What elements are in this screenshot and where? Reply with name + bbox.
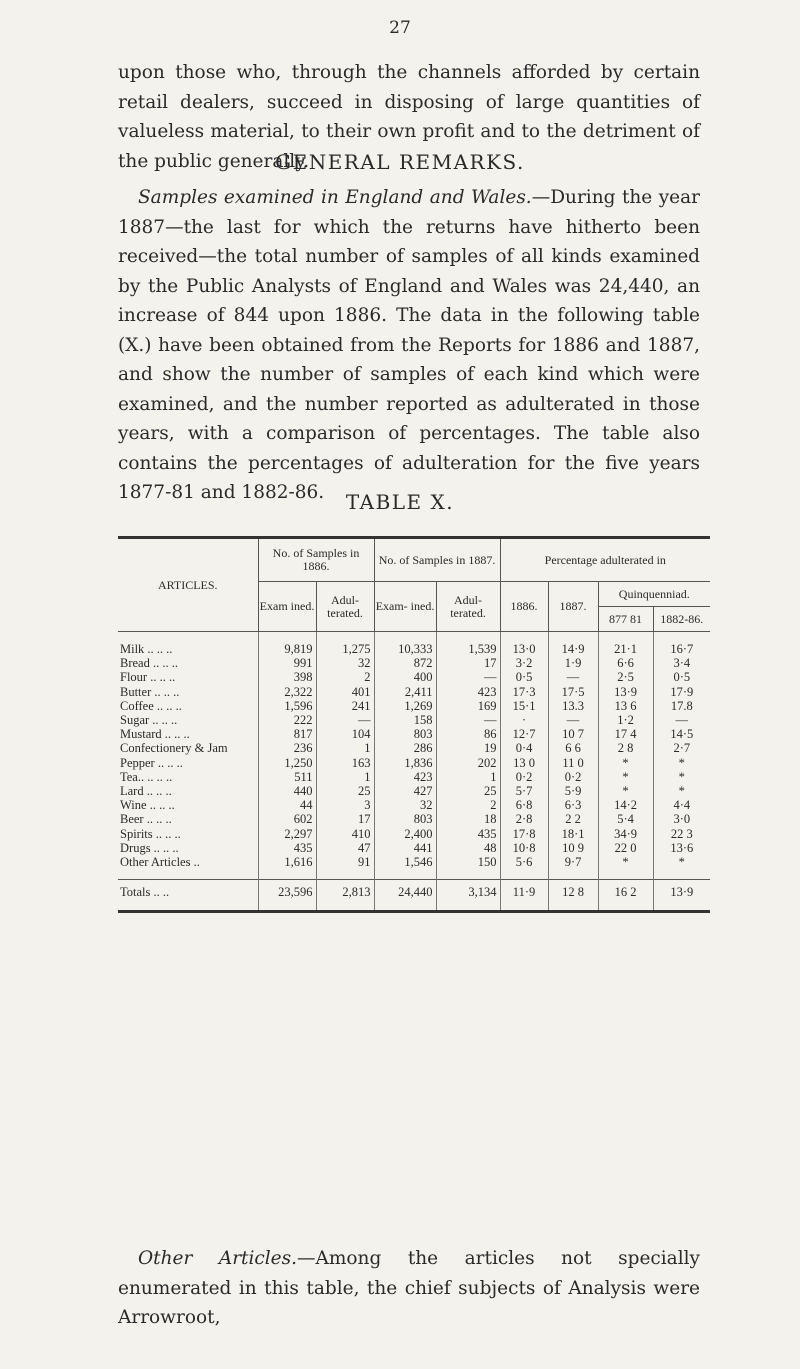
- table-row: [118, 827, 710, 841]
- cell-p87: —: [548, 713, 598, 727]
- cell-article: Butter .. .. ..: [120, 684, 180, 699]
- cell-article: Wine .. .. ..: [120, 798, 175, 813]
- header-examined-1887: Exam- ined.: [374, 582, 436, 632]
- table-row: [118, 727, 710, 741]
- cell-p87: 18·1: [548, 827, 598, 841]
- cell-article: Other Articles ..: [120, 855, 200, 870]
- cell-q2: 4·4: [653, 798, 710, 812]
- cell-ad87: 19: [436, 741, 500, 755]
- cell-q1: 13·9: [598, 685, 653, 699]
- cell-p87: —: [548, 670, 598, 684]
- cell-ad87: 18: [436, 812, 500, 826]
- bottom-paragraph: [118, 1244, 700, 1333]
- cell-p87: 6·3: [548, 798, 598, 812]
- cell-q2: 17.8: [653, 699, 710, 713]
- cell-article: Pepper .. .. ..: [120, 755, 183, 770]
- cell-q1: 2·5: [598, 670, 653, 684]
- table-row: [118, 741, 710, 755]
- cell-p86: 2·8: [500, 812, 548, 826]
- cell-ad87: 17: [436, 656, 500, 670]
- cell-p86: ·: [500, 713, 548, 727]
- page-number: 27: [389, 18, 411, 38]
- cell-ex87: 286: [374, 741, 436, 755]
- cell-p86: 6·8: [500, 798, 548, 812]
- cell-p86: 10·8: [500, 841, 548, 855]
- cell-p87: 2 2: [548, 812, 598, 826]
- cell-p87: 9·7: [548, 855, 598, 869]
- cell-q2: *: [653, 855, 710, 869]
- cell-ex86: 1,250: [258, 756, 316, 770]
- cell-q2: *: [653, 770, 710, 784]
- cell-ex86: 2,322: [258, 685, 316, 699]
- bottom-lead: Other Articles.: [138, 1248, 297, 1269]
- cell-ad87: 3,134: [436, 880, 500, 911]
- header-q2: 1882-86.: [653, 607, 710, 632]
- cell-ex86: 23,596: [258, 880, 316, 911]
- cell-p86: 5·7: [500, 784, 548, 798]
- table-row: [118, 685, 710, 699]
- cell-ex86: 2,297: [258, 827, 316, 841]
- table-title: TABLE X.: [345, 490, 455, 514]
- cell-ex87: 10,333: [374, 642, 436, 656]
- table-row: [118, 770, 710, 784]
- cell-q1: *: [598, 756, 653, 770]
- cell-ex87: 803: [374, 812, 436, 826]
- cell-ex87: 32: [374, 798, 436, 812]
- table-row: [118, 670, 710, 684]
- table-row: [118, 713, 710, 727]
- header-adulterated-1887: Adul- terated.: [436, 582, 500, 632]
- cell-q2: 2·7: [653, 741, 710, 755]
- cell-ex87: 441: [374, 841, 436, 855]
- cell-ex86: 398: [258, 670, 316, 684]
- cell-q2: 13·9: [653, 880, 710, 911]
- cell-article: Bread .. .. ..: [120, 656, 178, 671]
- cell-article: Mustard .. .. ..: [120, 727, 190, 742]
- cell-q2: 13·6: [653, 841, 710, 855]
- cell-article: Drugs .. .. ..: [120, 840, 179, 855]
- cell-ex87: 1,269: [374, 699, 436, 713]
- cell-article: Flour .. .. ..: [120, 670, 176, 685]
- cell-p87: 1·9: [548, 656, 598, 670]
- cell-q1: 1·2: [598, 713, 653, 727]
- table-row: [118, 841, 710, 855]
- cell-q1: *: [598, 784, 653, 798]
- cell-ad86: —: [316, 713, 374, 727]
- cell-p86: 0·5: [500, 670, 548, 684]
- cell-ex86: 222: [258, 713, 316, 727]
- cell-q2: 0·5: [653, 670, 710, 684]
- cell-ex86: 1,616: [258, 855, 316, 869]
- cell-p86: 5·6: [500, 855, 548, 869]
- cell-q1: 5·4: [598, 812, 653, 826]
- table-row: [118, 642, 710, 656]
- cell-ad86: 163: [316, 756, 374, 770]
- cell-q1: 34·9: [598, 827, 653, 841]
- cell-p87: 10 7: [548, 727, 598, 741]
- cell-q2: *: [653, 784, 710, 798]
- cell-p86: 11·9: [500, 880, 548, 911]
- cell-ex87: 158: [374, 713, 436, 727]
- cell-q1: 21·1: [598, 642, 653, 656]
- table-row: [118, 855, 710, 869]
- header-adulterated-1886: Adul- terated.: [316, 582, 374, 632]
- cell-ex86: 817: [258, 727, 316, 741]
- cell-ex86: 602: [258, 812, 316, 826]
- header-percentage: Percentage adulterated in: [500, 539, 710, 582]
- cell-ex86: 1,596: [258, 699, 316, 713]
- header-q1: 877 81: [598, 607, 653, 632]
- remarks-paragraph: [118, 183, 700, 508]
- cell-ad87: 1: [436, 770, 500, 784]
- cell-ad86: 2,813: [316, 880, 374, 911]
- cell-ad86: 17: [316, 812, 374, 826]
- cell-p86: 13·0: [500, 642, 548, 656]
- table-row: [118, 784, 710, 798]
- header-quinquenniad: Quinquenniad.: [598, 582, 710, 607]
- remarks-text: —During the year 1887—the last for which the returns have hitherto been received—the total number of samples of all kinds examined by the Public Analysts of England and Wales was 24,440, an increase of 844 upon 1886. The data in the following table (X.) have been obtained from the Reports for 1886 and 1887, and show the number of samples of each kind which were examined, and the number reported as adulterated in those years, with a comparison of percentages. The table also contains the percentages of adulteration for the five years 1877-81 and 1882-86.: [118, 187, 701, 503]
- cell-ad86: 1: [316, 770, 374, 784]
- cell-p87: 0·2: [548, 770, 598, 784]
- cell-p87: 17·5: [548, 685, 598, 699]
- header-samples-1887: No. of Samples in 1887.: [374, 539, 500, 582]
- table-row: [118, 812, 710, 826]
- header-year-1887: 1887.: [548, 582, 598, 632]
- cell-ex87: 24,440: [374, 880, 436, 911]
- header-samples-1886: No. of Samples in 1886.: [258, 539, 374, 582]
- cell-ex86: 991: [258, 656, 316, 670]
- cell-article: Beer .. .. ..: [120, 812, 172, 827]
- cell-ex87: 423: [374, 770, 436, 784]
- table-body: [118, 632, 710, 911]
- cell-ad86: 1,275: [316, 642, 374, 656]
- cell-p86: 3·2: [500, 656, 548, 670]
- cell-q2: 14·5: [653, 727, 710, 741]
- totals-row: [118, 880, 710, 911]
- header-year-1886: 1886.: [500, 582, 548, 632]
- cell-ad87: 86: [436, 727, 500, 741]
- table-row: [118, 798, 710, 812]
- cell-p86: 12·7: [500, 727, 548, 741]
- cell-ex87: 1,546: [374, 855, 436, 869]
- cell-article: Tea.. .. .. ..: [120, 769, 173, 784]
- cell-q1: *: [598, 770, 653, 784]
- cell-q1: 13 6: [598, 699, 653, 713]
- cell-ex87: 427: [374, 784, 436, 798]
- cell-q2: 22 3: [653, 827, 710, 841]
- cell-ex86: 440: [258, 784, 316, 798]
- cell-ad87: 169: [436, 699, 500, 713]
- cell-ex87: 803: [374, 727, 436, 741]
- cell-ex87: 1,836: [374, 756, 436, 770]
- cell-q1: 16 2: [598, 880, 653, 911]
- cell-q1: 6·6: [598, 656, 653, 670]
- cell-q2: 3·0: [653, 812, 710, 826]
- cell-article: Confectionery & Jam: [120, 741, 228, 756]
- cell-p87: 14·9: [548, 642, 598, 656]
- cell-ad87: 202: [436, 756, 500, 770]
- cell-article: Coffee .. .. ..: [120, 698, 182, 713]
- cell-ad87: 25: [436, 784, 500, 798]
- cell-p87: 5·9: [548, 784, 598, 798]
- bottom-text: —Among the articles not specially enumerated in this table, the chief subjects of Analysis were Arrowroot,: [118, 1248, 701, 1328]
- cell-ex86: 9,819: [258, 642, 316, 656]
- cell-ad86: 410: [316, 827, 374, 841]
- cell-q1: 17 4: [598, 727, 653, 741]
- cell-ad86: 91: [316, 855, 374, 869]
- cell-article: Spirits .. .. ..: [120, 826, 181, 841]
- adulteration-table: [118, 536, 710, 913]
- cell-q2: 3·4: [653, 656, 710, 670]
- cell-p87: 10 9: [548, 841, 598, 855]
- cell-q1: 22 0: [598, 841, 653, 855]
- cell-ad87: 435: [436, 827, 500, 841]
- cell-p86: 0·2: [500, 770, 548, 784]
- cell-ex86: 435: [258, 841, 316, 855]
- cell-ex87: 872: [374, 656, 436, 670]
- cell-ex86: 236: [258, 741, 316, 755]
- cell-ad87: 150: [436, 855, 500, 869]
- section-heading: GENERAL REMARKS.: [275, 150, 525, 174]
- cell-ex87: 400: [374, 670, 436, 684]
- cell-p87: 6 6: [548, 741, 598, 755]
- cell-q2: *: [653, 756, 710, 770]
- table-row: [118, 699, 710, 713]
- cell-ad87: 2: [436, 798, 500, 812]
- cell-p86: 0·4: [500, 741, 548, 755]
- cell-ad86: 32: [316, 656, 374, 670]
- header-articles: ARTICLES.: [118, 539, 258, 632]
- cell-article: Milk .. .. ..: [120, 642, 173, 656]
- cell-ad86: 2: [316, 670, 374, 684]
- cell-p87: 13.3: [548, 699, 598, 713]
- cell-ad87: 1,539: [436, 642, 500, 656]
- cell-q2: —: [653, 713, 710, 727]
- table-row: [118, 656, 710, 670]
- cell-ad86: 401: [316, 685, 374, 699]
- remarks-lead: Samples examined in England and Wales.: [138, 187, 532, 208]
- cell-ad86: 47: [316, 841, 374, 855]
- cell-ad86: 241: [316, 699, 374, 713]
- cell-ex86: 44: [258, 798, 316, 812]
- cell-p86: 17·8: [500, 827, 548, 841]
- header-examined-1886: Exam ined.: [258, 582, 316, 632]
- cell-q2: 16·7: [653, 642, 710, 656]
- cell-p87: 11 0: [548, 756, 598, 770]
- cell-ad86: 3: [316, 798, 374, 812]
- cell-ex87: 2,400: [374, 827, 436, 841]
- cell-ad87: 423: [436, 685, 500, 699]
- cell-p86: 15·1: [500, 699, 548, 713]
- cell-p86: 17·3: [500, 685, 548, 699]
- cell-ad87: —: [436, 670, 500, 684]
- cell-ad86: 25: [316, 784, 374, 798]
- cell-ex87: 2,411: [374, 685, 436, 699]
- cell-ad87: —: [436, 713, 500, 727]
- cell-q1: 2 8: [598, 741, 653, 755]
- cell-ex86: 511: [258, 770, 316, 784]
- cell-ad86: 104: [316, 727, 374, 741]
- cell-ad86: 1: [316, 741, 374, 755]
- intro-paragraph: upon those who, through the channels afforded by certain retail dealers, succeed in disposing of large quantities of valueless material, to their own profit and to the detriment of the public generally.: [118, 62, 700, 172]
- cell-article: Sugar .. .. ..: [120, 713, 178, 728]
- cell-p87: 12 8: [548, 880, 598, 911]
- table-row: [118, 756, 710, 770]
- cell-article: Lard .. .. ..: [120, 784, 172, 799]
- cell-p86: 13 0: [500, 756, 548, 770]
- cell-ad87: 48: [436, 841, 500, 855]
- cell-q1: *: [598, 855, 653, 869]
- cell-article: Totals .. ..: [118, 880, 258, 911]
- cell-q1: 14·2: [598, 798, 653, 812]
- cell-q2: 17·9: [653, 685, 710, 699]
